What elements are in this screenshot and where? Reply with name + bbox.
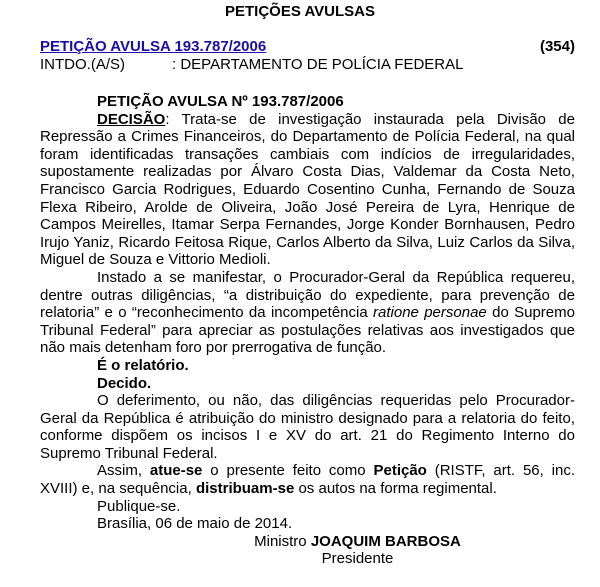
signature-role: Presidente [321,550,394,568]
petition-count: (354) [539,38,575,55]
decide-line: Decido. [97,374,152,392]
request-text-1: Instado a se manifestar, o Procurador-Geral da República requereu, dentre outras diligências, “a distribuição do expediente, para prevenção de relatoria” e o “reconhecimento da incompetência [40,268,575,322]
order-paragraph [40,462,575,497]
signature-name: JOAQUIM BARBOSA [310,532,461,550]
order-text-1: Assim, [97,462,150,480]
intdo-value: : DEPARTAMENTO DE POLÍCIA FEDERAL [172,56,464,73]
place-date: Brasília, 06 de maio de 2014. [97,515,293,533]
decision-label: DECISÃO [97,110,166,128]
request-italic: ratione personae [373,304,487,322]
request-paragraph [40,269,575,357]
decision-body [40,93,575,568]
order-bold-2: Petição [373,462,427,480]
intdo-label: INTDO.(A/S) [40,56,125,73]
order-text-2: o presente feito como [202,462,374,480]
decision-paragraph [40,111,575,269]
request-text-2: do Supremo Tribunal Federal” para apreciar as postulações relativas aos investigados que não mais detenham foro por prerrogativa de função. [40,304,575,357]
petition-link[interactable]: PETIÇÃO AVULSA 193.787/2006 [40,38,267,55]
order-text-4: os autos na forma regimental. [294,480,497,498]
report-line: É o relatório. [97,356,189,374]
signature-line [40,533,575,551]
publish-line: Publique-se. [97,497,181,515]
intdo-line [40,56,575,74]
decision-text: : Trata-se de investigação instaurada pela Divisão de Repressão a Crimes Financeiros, do Departamento de Polícia Federal, na qual foram identificadas transações cambiais com indícios de irregularidades, supostamente realizadas por Álvaro Costa Dias, Valdemar da Costa Neto, Francisco Garcia Rodrigues, Eduardo Cosentino Cunha, Fernando de Souza Flexa Ribeiro, Arolde de Oliveira, João José Pereira de Lyra, Henrique de Campos Meirelles, Itamar Serpa Fernandes, Jorge Konder Bornhausen, Pedro Irujo Yaniz, Ricardo Feitosa Rique, Carlos Alberto da Silva, Luiz Carlos da Silva, Miguel de Souza e Vittorio Medioli. [40,110,575,269]
reference-line [40,38,575,56]
order-bold-1: atue-se [149,462,203,480]
decision-heading: PETIÇÃO AVULSA Nº 193.787/2006 [97,93,344,110]
order-bold-3: distribuam-se [195,480,295,498]
signature-prefix: Ministro [254,532,311,550]
section-title: PETIÇÕES AVULSAS [224,3,376,20]
grant-paragraph: O deferimento, ou não, das diligências requeridas pelo Procurador-Geral da República é atribuição do ministro designado para a relatoria do feito, conforme dispõem os incisos I e XV do art. 21 do Regimento Interno do Supremo Tribunal Federal. [40,392,575,462]
order-text-3: (RISTF, art. 56, inc. XVIII) e, na sequência, [40,462,575,498]
